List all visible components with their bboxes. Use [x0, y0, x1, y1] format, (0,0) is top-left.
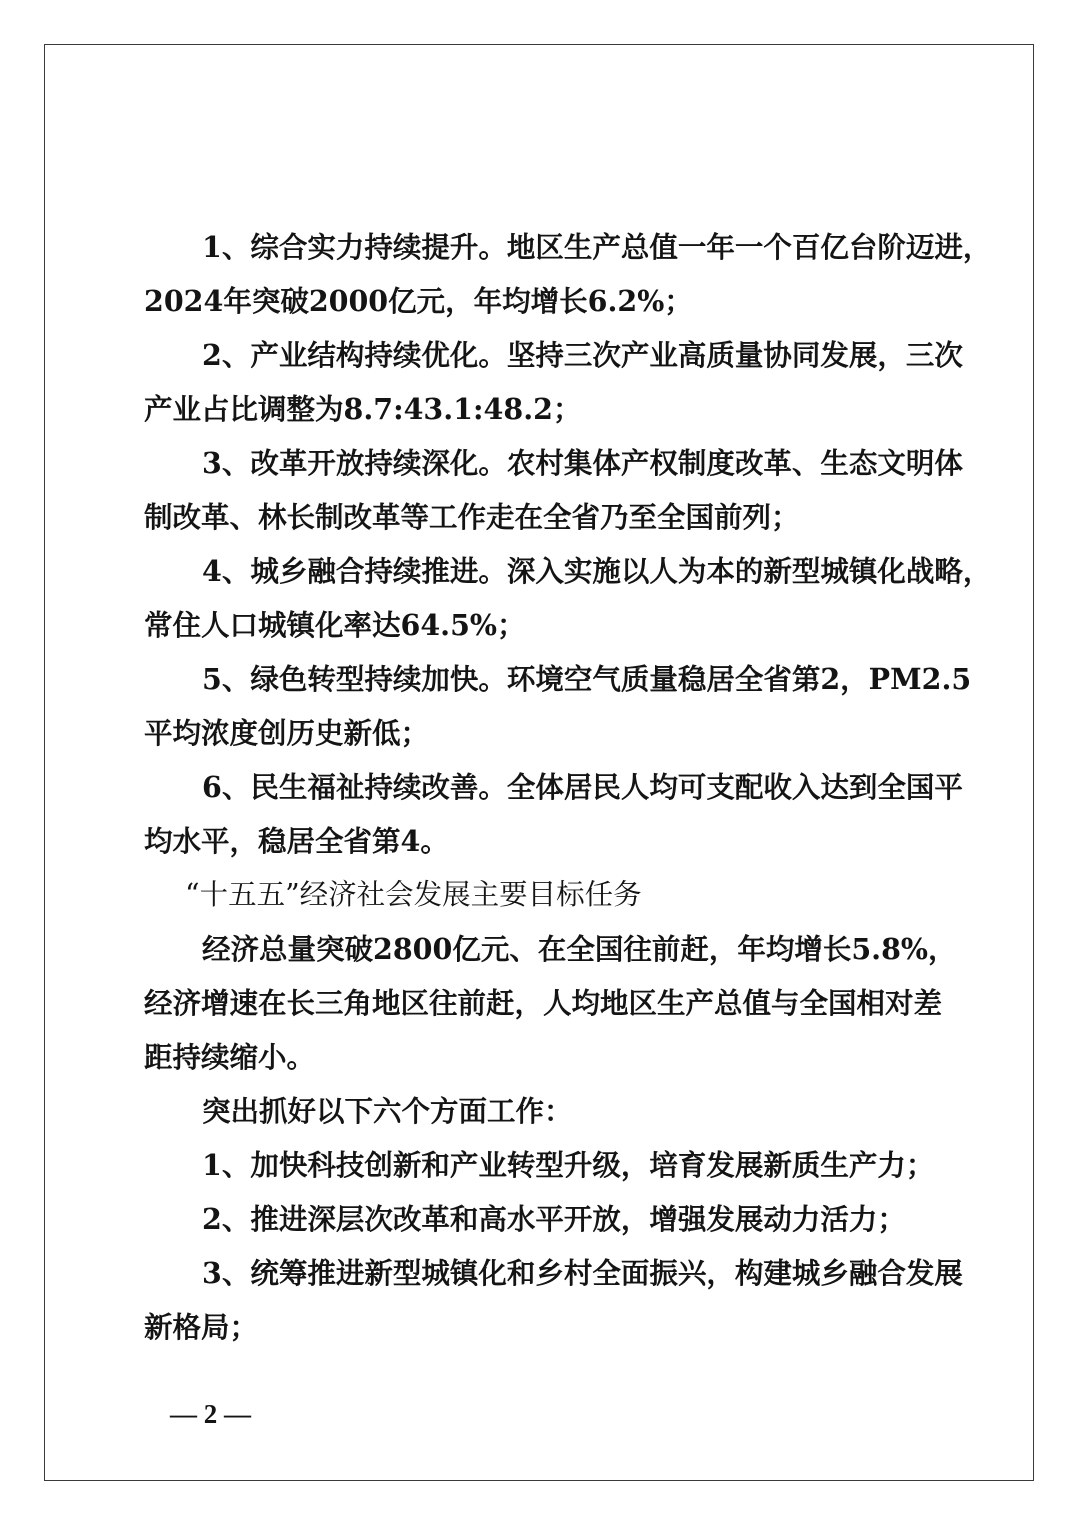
text-line: 2024年突破2000亿元，年均增长6.2%；: [144, 284, 693, 318]
text-line: 6、民生福祉持续改善。全体居民人均可支配收入达到全国平: [202, 770, 963, 804]
text-line: 4、城乡融合持续推进。深入实施以人为本的新型城镇化战略，: [202, 554, 992, 588]
text-line: 新格局；: [144, 1310, 259, 1344]
text-line: 2、推进深层次改革和高水平开放，增强发展动力活力；: [202, 1202, 906, 1236]
text-line: 均水平，稳居全省第4。: [144, 824, 449, 858]
text-line: 平均浓度创历史新低；: [144, 716, 430, 750]
page-number: — 2 —: [170, 1399, 251, 1429]
text-line: 产业占比调整为8.7:43.1:48.2；: [144, 392, 582, 426]
document-page: [44, 44, 1034, 1481]
text-line: 经济总量突破2800亿元、在全国往前赶，年均增长5.8%，: [202, 932, 957, 966]
text-line: 突出抓好以下六个方面工作：: [202, 1094, 573, 1128]
text-line: 1、加快科技创新和产业转型升级，培育发展新质生产力；: [202, 1148, 935, 1182]
text-line: 经济增速在长三角地区往前赶，人均地区生产总值与全国相对差: [144, 986, 943, 1020]
text-line: 常住人口城镇化率达64.5%；: [144, 608, 526, 642]
text-line: 1、综合实力持续提升。地区生产总值一年一个百亿台阶迈进，: [202, 230, 992, 264]
text-line: 2、产业结构持续优化。坚持三次产业高质量协同发展，三次: [202, 338, 963, 372]
text-line: 距持续缩小。: [144, 1040, 316, 1074]
section-heading: “十五五”经济社会发展主要目标任务: [185, 878, 642, 911]
text-line: 3、改革开放持续深化。农村集体产权制度改革、生态文明体: [202, 446, 963, 480]
text-line: 制改革、林长制改革等工作走在全省乃至全国前列；: [144, 500, 800, 534]
text-line: 5、绿色转型持续加快。环境空气质量稳居全省第2，PM2.5: [202, 662, 972, 696]
text-line: 3、统筹推进新型城镇化和乡村全面振兴，构建城乡融合发展: [202, 1256, 963, 1290]
